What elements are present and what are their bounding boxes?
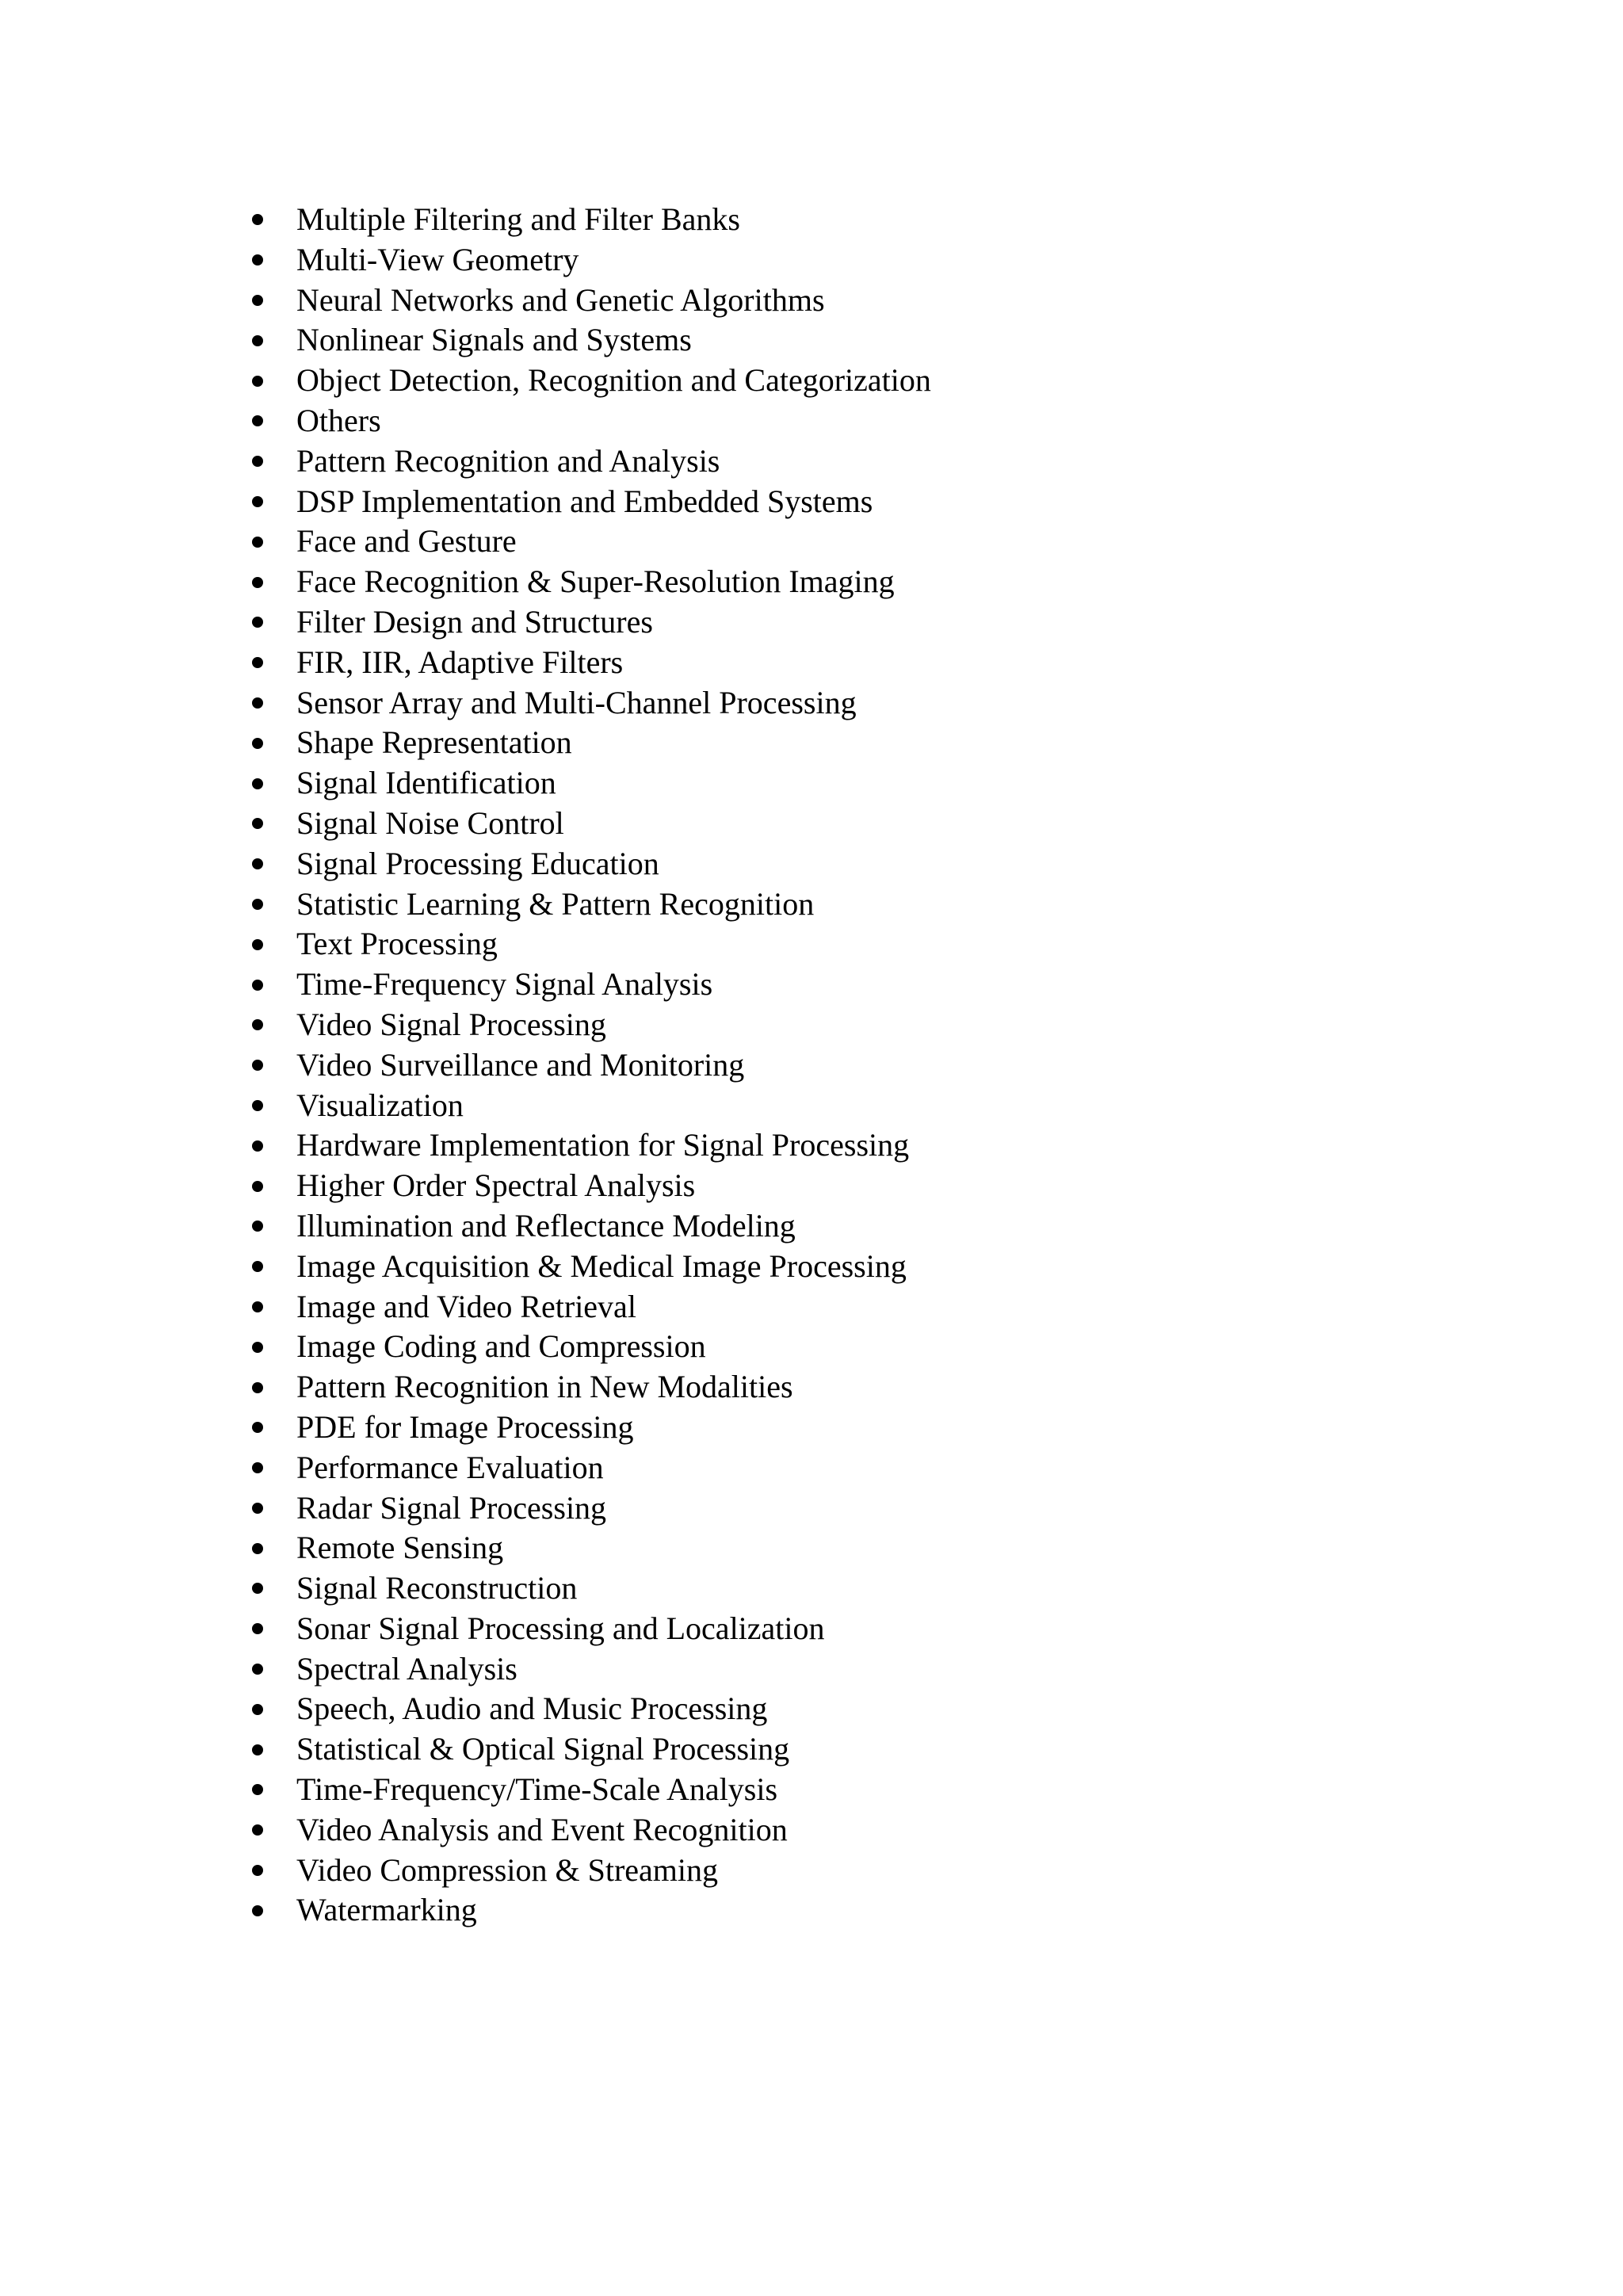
list-item-label: Statistic Learning & Pattern Recognition <box>296 885 815 922</box>
list-item <box>252 1689 931 1729</box>
bullet-icon <box>252 818 263 829</box>
list-item-label: Sensor Array and Multi-Channel Processing <box>296 684 857 720</box>
bullet-icon <box>252 1784 263 1795</box>
bullet-icon <box>252 939 263 950</box>
list-item-label: FIR, IIR, Adaptive Filters <box>296 644 624 680</box>
list-item <box>252 602 931 643</box>
list-item-label: DSP Implementation and Embedded Systems <box>296 483 873 519</box>
bullet-icon <box>252 1744 263 1755</box>
topic-list <box>252 200 931 1931</box>
list-item-label: Text Processing <box>296 926 498 962</box>
bullet-icon <box>252 657 263 668</box>
bullet-icon <box>252 1422 263 1433</box>
list-item <box>252 521 931 562</box>
list-item-label: Sonar Signal Processing and Localization <box>296 1610 825 1646</box>
list-item-label: Radar Signal Processing <box>296 1489 607 1526</box>
list-item-label: Multiple Filtering and Filter Banks <box>296 201 740 237</box>
list-item-label: Nonlinear Signals and Systems <box>296 322 692 358</box>
list-item-label: Pattern Recognition in New Modalities <box>296 1369 793 1405</box>
bullet-icon <box>252 295 263 306</box>
list-item-label: Performance Evaluation <box>296 1449 604 1485</box>
list-item-label: Image Coding and Compression <box>296 1328 706 1365</box>
bullet-icon <box>252 254 263 266</box>
bullet-icon <box>252 1100 263 1111</box>
list-item <box>252 1408 931 1448</box>
bullet-icon <box>252 697 263 709</box>
list-item-label: Image Acquisition & Medical Image Processing <box>296 1247 907 1284</box>
list-item <box>252 361 931 401</box>
bullet-icon <box>252 1905 263 1916</box>
list-item <box>252 1448 931 1488</box>
list-item <box>252 1810 931 1851</box>
list-item <box>252 1287 931 1328</box>
list-item-label: Illumination and Reflectance Modeling <box>296 1207 796 1244</box>
list-item <box>252 844 931 884</box>
list-item <box>252 1247 931 1287</box>
bullet-icon <box>252 617 263 628</box>
bullet-icon <box>252 778 263 789</box>
list-item <box>252 401 931 441</box>
list-item-label: Video Compression & Streaming <box>296 1851 718 1888</box>
list-item <box>252 320 931 361</box>
list-item-label: Statistical & Optical Signal Processing <box>296 1731 790 1767</box>
list-item <box>252 1086 931 1126</box>
list-item-label: Image and Video Retrieval <box>296 1288 636 1324</box>
list-item-label: PDE for Image Processing <box>296 1408 634 1445</box>
bullet-icon <box>252 1382 263 1393</box>
bullet-icon <box>252 1342 263 1353</box>
list-item-label: Video Surveillance and Monitoring <box>296 1046 745 1083</box>
bullet-icon <box>252 214 263 225</box>
bullet-icon <box>252 577 263 588</box>
bullet-icon <box>252 1462 263 1473</box>
bullet-icon <box>252 1865 263 1876</box>
list-item <box>252 1367 931 1408</box>
list-item-label: Time-Frequency Signal Analysis <box>296 966 713 1003</box>
list-item <box>252 1125 931 1166</box>
list-item-label: Visualization <box>296 1087 464 1123</box>
bullet-icon <box>252 1583 263 1594</box>
bullet-icon <box>252 1623 263 1634</box>
bullet-icon <box>252 1019 263 1030</box>
list-item-label: Video Analysis and Event Recognition <box>296 1811 788 1847</box>
list-item-label: Others <box>296 402 381 438</box>
bullet-icon <box>252 456 263 467</box>
bullet-icon <box>252 1181 263 1192</box>
list-item <box>252 240 931 281</box>
list-item <box>252 1327 931 1367</box>
list-item <box>252 804 931 844</box>
list-item-label: Spectral Analysis <box>296 1650 517 1687</box>
bullet-icon <box>252 858 263 869</box>
bullet-icon <box>252 376 263 387</box>
bullet-icon <box>252 1664 263 1675</box>
list-item <box>252 1770 931 1810</box>
list-item-label: Watermarking <box>296 1892 477 1928</box>
bullet-icon <box>252 1140 263 1152</box>
list-item-label: Remote Sensing <box>296 1530 504 1566</box>
list-item <box>252 1568 931 1609</box>
list-item-label: Shape Representation <box>296 724 572 761</box>
list-item <box>252 1488 931 1529</box>
list-item-label: Filter Design and Structures <box>296 603 653 640</box>
list-item <box>252 643 931 683</box>
list-item <box>252 884 931 925</box>
bullet-icon <box>252 537 263 548</box>
bullet-icon <box>252 899 263 910</box>
list-item <box>252 1166 931 1206</box>
bullet-icon <box>252 496 263 507</box>
list-item <box>252 1045 931 1086</box>
list-item-label: Speech, Audio and Music Processing <box>296 1690 768 1727</box>
list-item <box>252 723 931 763</box>
list-item <box>252 1851 931 1891</box>
list-item-label: Higher Order Spectral Analysis <box>296 1167 696 1204</box>
list-item <box>252 683 931 724</box>
list-item <box>252 1729 931 1770</box>
list-item <box>252 763 931 804</box>
list-item-label: Hardware Implementation for Signal Processing <box>296 1127 910 1163</box>
list-item <box>252 1609 931 1649</box>
bullet-icon <box>252 738 263 749</box>
bullet-icon <box>252 1221 263 1232</box>
bullet-icon <box>252 1704 263 1715</box>
bullet-icon <box>252 335 263 346</box>
bullet-icon <box>252 1261 263 1272</box>
list-item <box>252 924 931 965</box>
bullet-icon <box>252 1060 263 1071</box>
list-item <box>252 965 931 1005</box>
list-item-label: Video Signal Processing <box>296 1006 606 1042</box>
list-item <box>252 281 931 321</box>
list-item-label: Signal Identification <box>296 765 556 801</box>
list-item-label: Pattern Recognition and Analysis <box>296 442 720 479</box>
list-item <box>252 441 931 482</box>
list-item <box>252 562 931 602</box>
list-item <box>252 1528 931 1568</box>
list-item-label: Signal Processing Education <box>296 845 659 881</box>
list-item <box>252 1649 931 1690</box>
bullet-icon <box>252 1503 263 1514</box>
list-item-label: Signal Noise Control <box>296 804 564 841</box>
list-item-label: Multi-View Geometry <box>296 241 579 277</box>
list-item <box>252 200 931 240</box>
list-item-label: Time-Frequency/Time-Scale Analysis <box>296 1771 778 1808</box>
bullet-icon <box>252 415 263 426</box>
list-item-label: Neural Networks and Genetic Algorithms <box>296 281 825 318</box>
list-item-label: Object Detection, Recognition and Categorization <box>296 362 931 399</box>
bullet-icon <box>252 980 263 991</box>
list-item <box>252 1890 931 1931</box>
bullet-icon <box>252 1824 263 1836</box>
bullet-icon <box>252 1543 263 1554</box>
list-item <box>252 1005 931 1045</box>
list-item <box>252 1206 931 1247</box>
list-item-label: Face and Gesture <box>296 523 517 560</box>
list-item <box>252 482 931 522</box>
list-item-label: Signal Reconstruction <box>296 1570 578 1606</box>
list-item-label: Face Recognition & Super-Resolution Imaging <box>296 563 895 600</box>
bullet-icon <box>252 1301 263 1312</box>
